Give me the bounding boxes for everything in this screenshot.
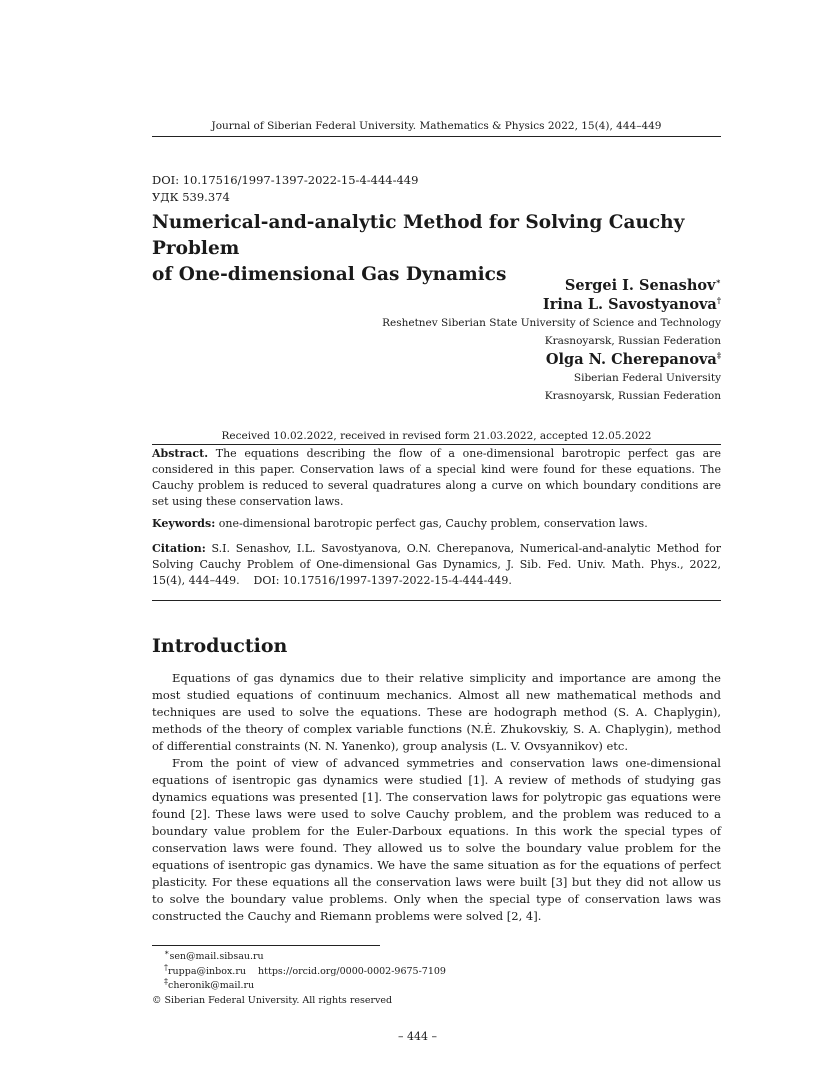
author-1: Sergei I. Senashov∗ xyxy=(564,276,721,294)
footnote-3: ‡cheronik@mail.ru xyxy=(164,976,255,991)
title-line-1: Numerical-and-analytic Method for Solving Cauchy Problem xyxy=(152,212,685,259)
received-dates: Received 10.02.2022, received in revised form 21.03.2022, accepted 12.05.2022 xyxy=(221,430,652,442)
intro-paragraph-1: Equations of gas dynamics due to their relative simplicity and importance are among the most studied equations of continuum mechanics. Almost all new mathematical methods and techniques are used to solve the equations. These are hodograph method (S. A. Chaplygin), methods of the theory of complex variable functions (N.Ė. Zhukovskiy, S. A. Chaplygin), method of differential constraints (N. N. Yanenko), group analysis (L. V. Ovsyannikov) etc. xyxy=(152,671,721,753)
header-rule xyxy=(152,136,721,137)
doi-line: DOI: 10.17516/1997-1397-2022-15-4-444-449 xyxy=(152,173,419,187)
affiliation-1-line-2: Krasnoyarsk, Russian Federation xyxy=(544,335,721,347)
affiliation-2-line-2: Krasnoyarsk, Russian Federation xyxy=(544,390,721,402)
author-3: Olga N. Cherepanova‡ xyxy=(545,350,721,368)
copyright-notice: © Siberian Federal University. All rights reserved xyxy=(152,994,393,1006)
running-header: Journal of Siberian Federal University. Mathematics & Physics 2022, 15(4), 444–449 xyxy=(211,120,662,132)
footnote-1: ∗sen@mail.sibsau.ru xyxy=(164,947,264,962)
keywords-label: Keywords: xyxy=(152,517,216,530)
keywords-text: one-dimensional barotropic perfect gas, Cauchy problem, conservation laws. xyxy=(218,517,648,530)
author-block xyxy=(382,276,721,405)
introduction-body xyxy=(152,670,721,925)
title-line-2: of One-dimensional Gas Dynamics xyxy=(152,264,507,285)
citation-text: S.I. Senashov, I.L. Savostyanova, O.N. Cherepanova, Numerical-and-analytic Method for Solving Cauchy Problem of One-dimensional Gas Dynamics, J. Sib. Fed. Univ. Math. Phys., 2022, 15(4), 444–449. DOI: 10.17516/1997-1397-2022-15-4-444-449. xyxy=(152,542,725,587)
abstract-text: The equations describing the flow of a one-dimensional barotropic perfect gas are considered in this paper. Conservation laws of a special kind were found for these equations. The Cauchy problem is reduced to several quadratures along a curve on which boundary conditions are set using these conservation laws. xyxy=(152,447,721,508)
citation xyxy=(152,541,725,589)
page-number: – 444 – xyxy=(398,1030,437,1043)
abstract-top-rule xyxy=(152,444,721,445)
footnote-2: †ruppa@inbox.ru https://orcid.org/0000-0002-9675-7109 xyxy=(164,962,446,977)
footnotes xyxy=(152,947,446,1008)
footnote-rule xyxy=(152,945,380,946)
abstract-label: Abstract. xyxy=(152,447,209,460)
affiliation-1-line-1: Reshetnev Siberian State University of Science and Technology xyxy=(382,317,721,329)
author-2: Irina L. Savostyanova† xyxy=(542,295,721,313)
abstract-bottom-rule xyxy=(152,600,721,601)
affiliation-2-line-1: Siberian Federal University xyxy=(573,372,721,384)
keywords xyxy=(152,516,721,532)
udk-line: УДК 539.374 xyxy=(152,190,230,204)
citation-label: Citation: xyxy=(152,542,206,555)
intro-paragraph-2: From the point of view of advanced symmetries and conservation laws one-dimensional equations of isentropic gas dynamics were studied [1]. A review of methods of studying gas dynamics equations was presented [1]. The conservation laws for polytropic gas equations were found [2]. These laws were used to solve Cauchy problem, and the problem was reduced to a boundary value problem for the Euler-Darboux equations. In this work the special types of conservation laws were found. They allowed us to solve the boundary value problem for the equations of isentropic gas dynamics. We have the same situation as for the equations of perfect plasticity. For these equations all the conservation laws were built [3] but they did not allow us to solve the boundary value problems. Only when the special type of conservation laws was constructed the Cauchy and Riemann problems were solved [2, 4]. xyxy=(152,756,721,923)
abstract xyxy=(152,446,721,510)
section-heading-introduction: Introduction xyxy=(152,635,288,657)
